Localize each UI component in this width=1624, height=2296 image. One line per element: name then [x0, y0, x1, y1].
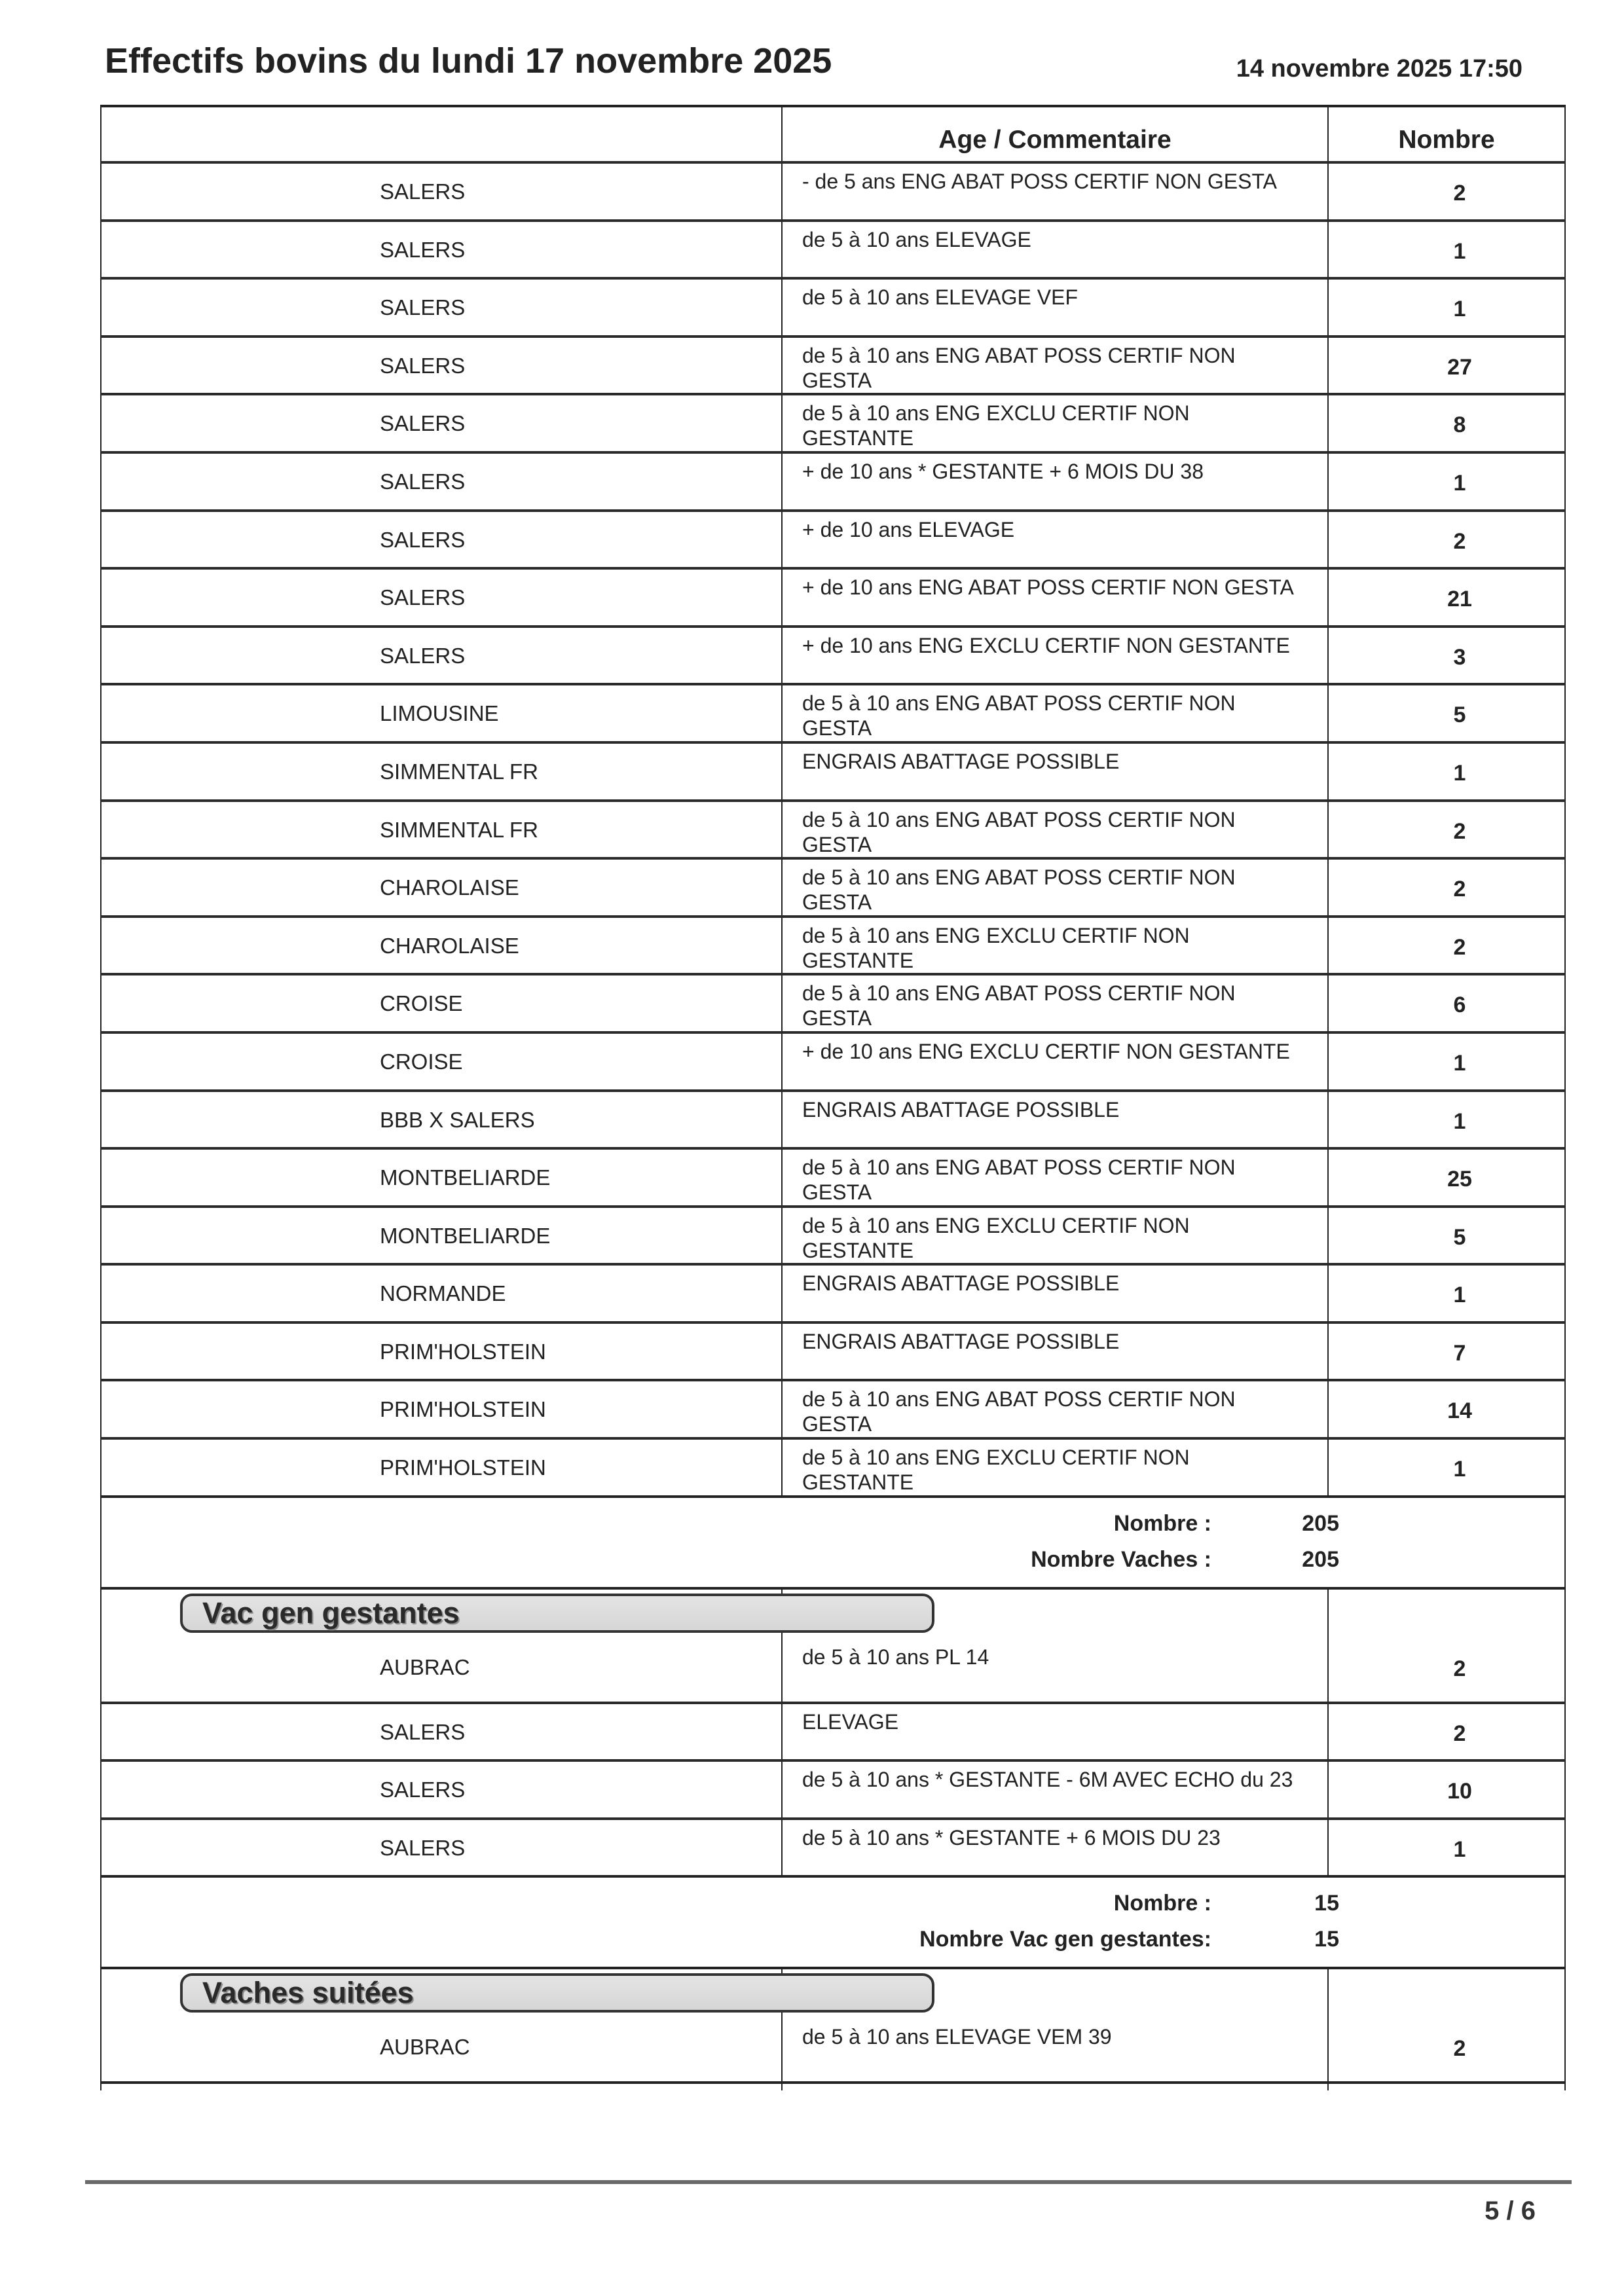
breed-name: SALERS: [380, 179, 466, 204]
count-cell: [1329, 164, 1566, 219]
count-value: 3: [1453, 644, 1466, 670]
count-cell: [1329, 1266, 1566, 1321]
comment-cell: [783, 454, 1329, 509]
comment-cell: [783, 685, 1329, 741]
comment-cell: [783, 280, 1329, 335]
breed-cell: [100, 222, 783, 278]
table-row: [100, 741, 1566, 799]
table-end-cell: [100, 2084, 783, 2090]
age-comment: ENGRAIS ABATTAGE POSSIBLE: [802, 749, 1120, 773]
count-value: 5: [1453, 1224, 1466, 1250]
table-row: [100, 1321, 1566, 1379]
age-comment: ENGRAIS ABATTAGE POSSIBLE: [802, 1329, 1120, 1353]
section-title: Vaches suitées: [180, 1973, 934, 2013]
breed-name: SALERS: [380, 585, 466, 610]
age-comment: de 5 à 10 ans ENG EXCLU CERTIF NON GESTANTE: [802, 1213, 1190, 1262]
count-value: 6: [1453, 993, 1466, 1018]
comment-cell: [783, 1150, 1329, 1205]
table-row: [100, 857, 1566, 915]
breed-name: SALERS: [380, 643, 466, 668]
page-title: Effectifs bovins du lundi 17 novembre 2025: [105, 41, 832, 81]
comment-cell: [783, 1034, 1329, 1089]
total-label: Nombre :: [1113, 1891, 1211, 1916]
count-value: 2: [1453, 1656, 1466, 1681]
count-value: 1: [1453, 1836, 1466, 1862]
count-cell: [1329, 744, 1566, 799]
breed-name: SALERS: [380, 237, 466, 262]
count-cell: [1329, 802, 1566, 858]
breed-name: SALERS: [380, 1719, 466, 1744]
page-number: 5 / 6: [1485, 2196, 1536, 2225]
count-cell: [1329, 1034, 1566, 1089]
count-value: 1: [1453, 1108, 1466, 1134]
breed-cell: [100, 685, 783, 741]
table-row: [100, 1147, 1566, 1205]
count-value: 8: [1453, 412, 1466, 438]
breed-name: PRIM'HOLSTEIN: [380, 1339, 546, 1364]
breed-name: SALERS: [380, 527, 466, 552]
count-value: 27: [1447, 354, 1472, 380]
breed-name: AUBRAC: [380, 2035, 470, 2060]
age-comment: - de 5 ans ENG ABAT POSS CERTIF NON GESTA: [802, 170, 1277, 193]
count-value: 2: [1453, 877, 1466, 902]
count-value: 1: [1453, 1283, 1466, 1308]
breed-cell: [100, 1762, 783, 1817]
count-value: 1: [1453, 470, 1466, 496]
count-cell: [1329, 628, 1566, 683]
breed-cell: [100, 512, 783, 568]
age-comment: de 5 à 10 ans ELEVAGE: [802, 227, 1031, 251]
age-comment: de 5 à 10 ans ELEVAGE VEM 39: [802, 2025, 1112, 2049]
table-row: [100, 1205, 1566, 1264]
table-row: [100, 625, 1566, 683]
count-value: 2: [1453, 818, 1466, 844]
header-count: Nombre: [1329, 107, 1566, 161]
breed-cell: [100, 802, 783, 858]
breed-cell: [100, 744, 783, 799]
breed-cell: [100, 1266, 783, 1321]
count-value: 2: [1453, 1721, 1466, 1746]
count-cell: [1329, 512, 1566, 568]
breed-name: MONTBELIARDE: [380, 1165, 551, 1190]
count-cell: [1329, 2019, 1566, 2081]
table-row: [100, 451, 1566, 509]
age-comment: + de 10 ans ENG ABAT POSS CERTIF NON GESTA: [802, 575, 1294, 600]
count-value: 1: [1453, 1050, 1466, 1076]
age-comment: de 5 à 10 ans ENG EXCLU CERTIF NON GESTANTE: [802, 923, 1190, 972]
breed-name: CHAROLAISE: [380, 875, 519, 900]
table-end-cell: [783, 2084, 1329, 2090]
total-value: 205: [1302, 1510, 1339, 1536]
count-cell: [1329, 280, 1566, 335]
total-label: Nombre :: [1113, 1510, 1211, 1536]
table-row: [100, 1759, 1566, 1817]
breed-name: BBB X SALERS: [380, 1107, 535, 1132]
breed-cell: [100, 918, 783, 974]
breed-cell: [100, 338, 783, 393]
comment-cell: [783, 1639, 1329, 1702]
count-value: 2: [1453, 2036, 1466, 2062]
age-comment: + de 10 ans ELEVAGE: [802, 517, 1015, 541]
breed-cell: [100, 1704, 783, 1760]
footer-divider: [85, 2180, 1572, 2184]
count-value: 10: [1447, 1779, 1472, 1804]
count-cell: [1329, 975, 1566, 1031]
comment-cell: [783, 628, 1329, 683]
breed-name: SIMMENTAL FR: [380, 817, 539, 842]
count-cell: [1329, 395, 1566, 451]
header-age-comment: Age / Commentaire: [783, 107, 1329, 161]
total-label: Nombre Vaches :: [1031, 1546, 1211, 1572]
count-value: 7: [1453, 1340, 1466, 1366]
table-row: [100, 1031, 1566, 1089]
breed-cell: [100, 1381, 783, 1437]
breed-cell: [100, 2019, 783, 2081]
breed-cell: [100, 1324, 783, 1379]
count-cell: [1329, 222, 1566, 278]
age-comment: de 5 à 10 ans PL 14: [802, 1645, 989, 1669]
table-row: [100, 973, 1566, 1031]
table-row: [100, 1379, 1566, 1437]
table-row: [100, 1702, 1566, 1760]
count-cell: [1329, 1092, 1566, 1148]
breed-cell: [100, 1150, 783, 1205]
count-value: 1: [1453, 238, 1466, 264]
print-date: 14 novembre 2025 17:50: [1236, 55, 1522, 82]
breed-cell: [100, 1208, 783, 1264]
breed-name: CROISE: [380, 1049, 463, 1074]
table-row: [100, 567, 1566, 625]
age-comment: de 5 à 10 ans ENG ABAT POSS CERTIF NON GESTA: [802, 1387, 1236, 1436]
section-totals: [100, 1495, 1566, 1587]
breed-name: SIMMENTAL FR: [380, 759, 539, 784]
table-header: [100, 105, 1566, 161]
age-comment: ENGRAIS ABATTAGE POSSIBLE: [802, 1097, 1120, 1121]
total-value: 205: [1302, 1546, 1339, 1572]
table-row: [100, 1437, 1566, 1495]
count-value: 14: [1447, 1398, 1472, 1424]
total-label: Nombre Vac gen gestantes:: [919, 1927, 1211, 1952]
age-comment: de 5 à 10 ans ENG ABAT POSS CERTIF NON GESTA: [802, 866, 1236, 915]
age-comment: de 5 à 10 ans * GESTANTE - 6M AVEC ECHO du 23: [802, 1768, 1293, 1792]
age-comment: de 5 à 10 ans ENG ABAT POSS CERTIF NON GESTA: [802, 807, 1236, 856]
comment-cell: [783, 1381, 1329, 1437]
table-row: [100, 509, 1566, 568]
table-row: [100, 1639, 1566, 1702]
count-cell: [1329, 1208, 1566, 1264]
count-cell: [1329, 1150, 1566, 1205]
count-cell: [1329, 1762, 1566, 1817]
age-comment: ENGRAIS ABATTAGE POSSIBLE: [802, 1271, 1120, 1296]
livestock-table: [100, 105, 1566, 2090]
age-comment: + de 10 ans * GESTANTE + 6 MOIS DU 38: [802, 459, 1204, 483]
count-cell: [1329, 338, 1566, 393]
comment-cell: [783, 512, 1329, 568]
total-value: 15: [1314, 1927, 1339, 1952]
age-comment: de 5 à 10 ans * GESTANTE + 6 MOIS DU 23: [802, 1825, 1221, 1850]
breed-cell: [100, 1092, 783, 1148]
comment-cell: [783, 222, 1329, 278]
table-row: [100, 915, 1566, 974]
comment-cell: [783, 338, 1329, 393]
table-row: [100, 393, 1566, 451]
age-comment: de 5 à 10 ans ENG EXCLU CERTIF NON GESTANTE: [802, 401, 1190, 450]
count-cell: [1329, 1440, 1566, 1495]
breed-name: CROISE: [380, 991, 463, 1016]
count-cell: [1329, 1639, 1566, 1702]
table-row: [100, 1263, 1566, 1321]
header-breed: [100, 107, 783, 161]
count-value: 2: [1453, 528, 1466, 554]
table-row: [100, 2019, 1566, 2081]
breed-cell: [100, 975, 783, 1031]
breed-name: SALERS: [380, 353, 466, 378]
comment-cell: [783, 1208, 1329, 1264]
breed-name: CHAROLAISE: [380, 933, 519, 958]
table-row: [100, 335, 1566, 393]
count-cell: [1329, 918, 1566, 974]
comment-cell: [783, 1820, 1329, 1876]
breed-name: NORMANDE: [380, 1281, 506, 1306]
age-comment: de 5 à 10 ans ENG EXCLU CERTIF NON GESTANTE: [802, 1446, 1190, 1495]
breed-name: MONTBELIARDE: [380, 1223, 551, 1248]
breed-cell: [100, 395, 783, 451]
comment-cell: [783, 1266, 1329, 1321]
count-cell: [1329, 570, 1566, 625]
count-value: 5: [1453, 702, 1466, 728]
count-value: 1: [1453, 297, 1466, 322]
age-comment: de 5 à 10 ans ENG ABAT POSS CERTIF NON GESTA: [802, 343, 1236, 392]
table-row: [100, 799, 1566, 858]
breed-name: SALERS: [380, 469, 466, 494]
breed-name: LIMOUSINE: [380, 701, 499, 726]
breed-cell: [100, 1440, 783, 1495]
section-totals: [100, 1875, 1566, 1967]
table-end-rule: [100, 2081, 1566, 2090]
comment-cell: [783, 1092, 1329, 1148]
breed-cell: [100, 280, 783, 335]
age-comment: ELEVAGE: [802, 1709, 899, 1734]
comment-cell: [783, 395, 1329, 451]
age-comment: de 5 à 10 ans ENG ABAT POSS CERTIF NON GESTA: [802, 691, 1236, 740]
count-cell: [1329, 1704, 1566, 1760]
comment-cell: [783, 744, 1329, 799]
comment-cell: [783, 860, 1329, 915]
section-title: Vac gen gestantes: [180, 1594, 934, 1633]
breed-cell: [100, 860, 783, 915]
count-cell: [1329, 1820, 1566, 1876]
comment-cell: [783, 1762, 1329, 1817]
count-cell: [1329, 685, 1566, 741]
count-value: 1: [1453, 1457, 1466, 1482]
table-row: [100, 277, 1566, 335]
comment-cell: [783, 2019, 1329, 2081]
table-row: [100, 1089, 1566, 1148]
comment-cell: [783, 164, 1329, 219]
breed-name: SALERS: [380, 1777, 466, 1802]
breed-cell: [100, 164, 783, 219]
comment-cell: [783, 1704, 1329, 1760]
total-value: 15: [1314, 1891, 1339, 1916]
comment-cell: [783, 1440, 1329, 1495]
breed-name: PRIM'HOLSTEIN: [380, 1397, 546, 1422]
count-cell: [1329, 860, 1566, 915]
breed-name: SALERS: [380, 295, 466, 320]
breed-cell: [100, 454, 783, 509]
table-row: [100, 219, 1566, 278]
table-row: [100, 161, 1566, 219]
age-comment: de 5 à 10 ans ELEVAGE VEF: [802, 285, 1078, 310]
comment-cell: [783, 802, 1329, 858]
count-value: 2: [1453, 181, 1466, 206]
breed-cell: [100, 1820, 783, 1876]
comment-cell: [783, 1324, 1329, 1379]
count-cell: [1329, 1324, 1566, 1379]
age-comment: + de 10 ans ENG EXCLU CERTIF NON GESTANTE: [802, 633, 1290, 657]
breed-cell: [100, 1639, 783, 1702]
count-value: 1: [1453, 760, 1466, 786]
count-value: 21: [1447, 587, 1472, 612]
comment-cell: [783, 570, 1329, 625]
comment-cell: [783, 975, 1329, 1031]
breed-name: SALERS: [380, 1835, 466, 1860]
breed-name: AUBRAC: [380, 1654, 470, 1679]
count-cell: [1329, 1381, 1566, 1437]
breed-name: PRIM'HOLSTEIN: [380, 1455, 546, 1480]
count-value: 25: [1447, 1167, 1472, 1192]
table-row: [100, 683, 1566, 741]
breed-name: SALERS: [380, 411, 466, 436]
comment-cell: [783, 918, 1329, 974]
age-comment: de 5 à 10 ans ENG ABAT POSS CERTIF NON GESTA: [802, 981, 1236, 1030]
age-comment: de 5 à 10 ans ENG ABAT POSS CERTIF NON GESTA: [802, 1156, 1236, 1205]
breed-cell: [100, 628, 783, 683]
breed-cell: [100, 1034, 783, 1089]
table-end-cell: [1329, 2084, 1566, 2090]
table-row: [100, 1817, 1566, 1876]
count-cell: [1329, 454, 1566, 509]
count-value: 2: [1453, 934, 1466, 960]
breed-cell: [100, 570, 783, 625]
age-comment: + de 10 ans ENG EXCLU CERTIF NON GESTANTE: [802, 1039, 1290, 1063]
